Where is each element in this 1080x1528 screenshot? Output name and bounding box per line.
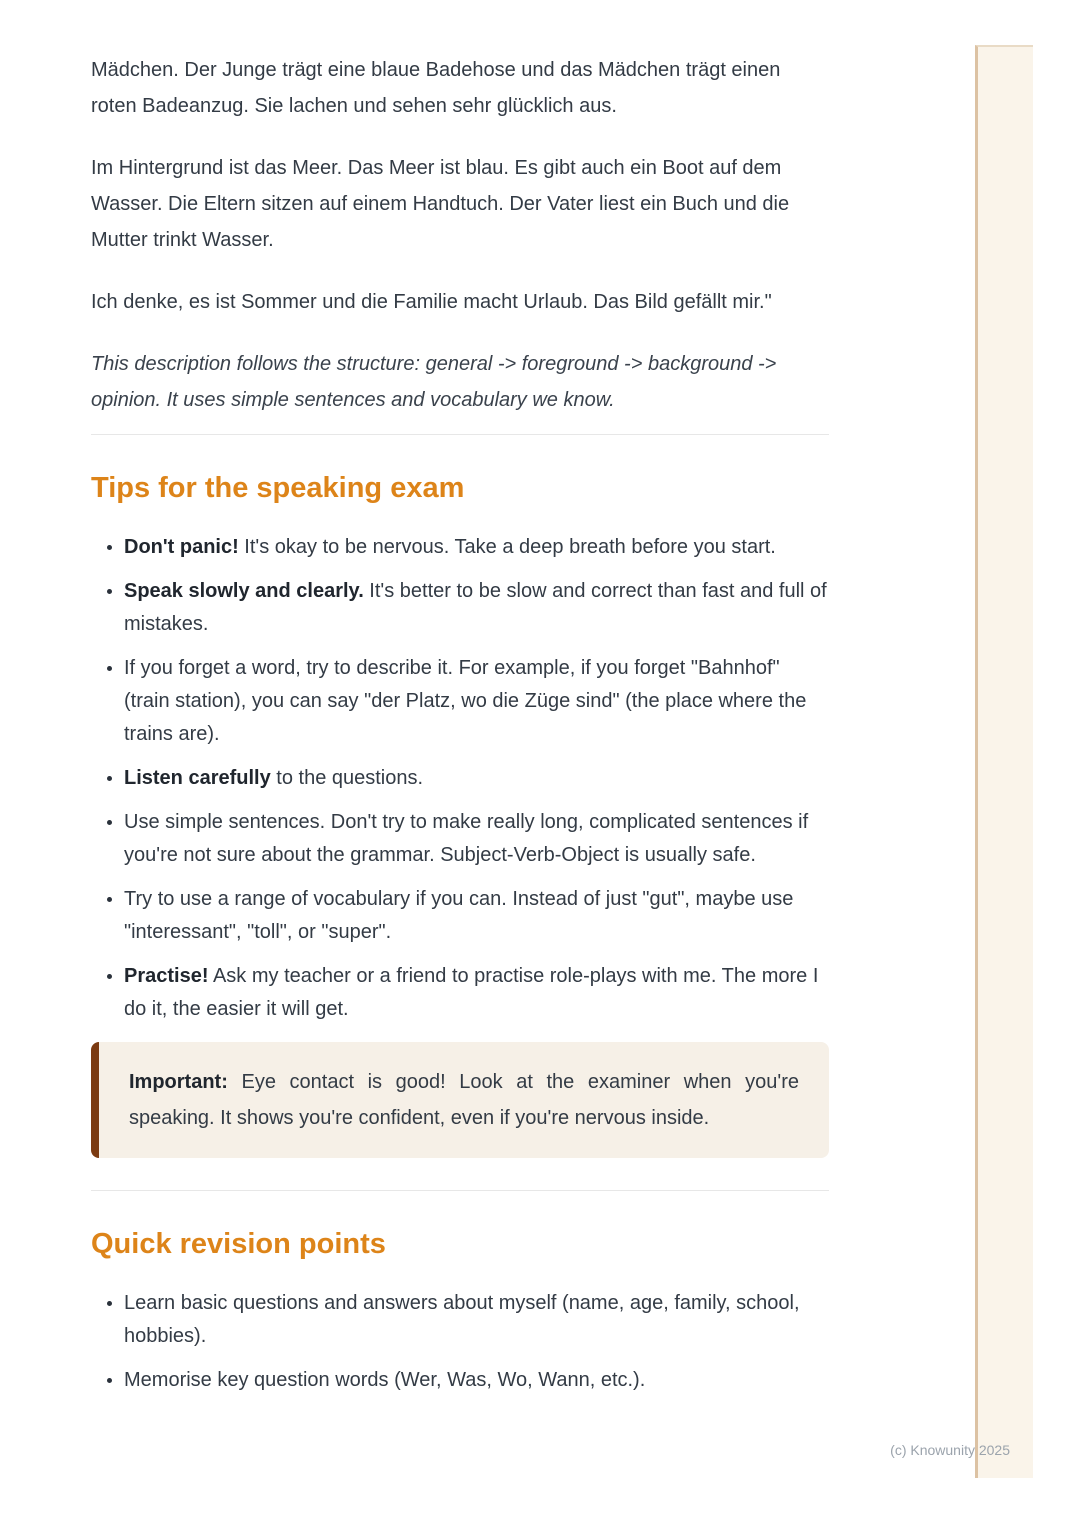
tips-list — [91, 531, 829, 1026]
list-item-bold-lead: Practise! — [124, 965, 209, 987]
list-item-basic-questions — [124, 1287, 829, 1353]
list-item-dont-panic — [124, 531, 829, 564]
list-item-simple-sentences — [124, 806, 829, 872]
callout-bold-lead: Important: — [129, 1071, 228, 1093]
list-item-forget-word — [124, 652, 829, 751]
list-item-text: Learn basic questions and answers about myself (name, age, family, school, hobbies). — [124, 1292, 800, 1347]
list-item-text: Try to use a range of vocabulary if you can. Instead of just "gut", maybe use "interessant", "toll", or "super". — [124, 888, 794, 943]
note-structure-comment: This description follows the structure: general -> foreground -> background -> opinion. It uses simple sentences and vocabulary we know. — [91, 353, 777, 411]
section-divider — [91, 434, 829, 435]
paragraph-german-background: Im Hintergrund ist das Meer. Das Meer ist blau. Es gibt auch ein Boot auf dem Wasser. Die Eltern sitzen auf einem Handtuch. Der Vater liest ein Buch und die Mutter trinkt Wasser. — [91, 157, 790, 251]
callout-body-text: Eye contact is good! Look at the examiner when you're speaking. It shows you're confident, even if you're nervous inside. — [129, 1071, 799, 1129]
list-item-vocabulary-range — [124, 883, 829, 949]
list-item-bold-lead: Speak slowly and clearly. — [124, 580, 364, 602]
revision-list — [91, 1287, 829, 1397]
copyright-footer: (c) Knowunity 2025 — [890, 1442, 1010, 1458]
list-item-speak-slowly — [124, 575, 829, 641]
list-item-bold-lead: Listen carefully — [124, 767, 271, 789]
callout-text — [129, 1064, 799, 1136]
list-item-text: Ask my teacher or a friend to practise role-plays with me. The more I do it, the easier it will get. — [124, 965, 819, 1020]
list-item-bold-lead: Don't panic! — [124, 536, 239, 558]
paragraph-german-children: Mädchen. Der Junge trägt eine blaue Badehose und das Mädchen trägt einen roten Badeanzug. Sie lachen und sehen sehr glücklich aus. — [91, 59, 781, 117]
document-content — [91, 52, 829, 1397]
important-callout — [91, 1042, 829, 1158]
list-item-text: Memorise key question words (Wer, Was, Wo, Wann, etc.). — [124, 1369, 646, 1391]
list-item-listen-carefully — [124, 762, 829, 795]
list-item-text: Use simple sentences. Don't try to make really long, complicated sentences if you're not sure about the grammar. Subject-Verb-Object is usually safe. — [124, 811, 809, 866]
list-item-text: It's better to be slow and correct than fast and full of mistakes. — [124, 580, 827, 635]
heading-quick-revision: Quick revision points — [91, 1228, 386, 1260]
list-item-question-words — [124, 1364, 829, 1397]
list-item-practise — [124, 960, 829, 1026]
list-item-text: If you forget a word, try to describe it. For example, if you forget "Bahnhof" (train station), you can say "der Platz, wo die Züge sind" (the place where the trains are). — [124, 657, 807, 745]
list-item-text: to the questions. — [270, 767, 424, 789]
section-divider — [91, 1190, 829, 1191]
page-edge-strip — [975, 45, 1033, 1478]
heading-tips-speaking-exam: Tips for the speaking exam — [91, 472, 465, 504]
paragraph-german-opinion: Ich denke, es ist Sommer und die Familie macht Urlaub. Das Bild gefällt mir." — [91, 291, 772, 313]
list-item-text: It's okay to be nervous. Take a deep breath before you start. — [238, 536, 776, 558]
